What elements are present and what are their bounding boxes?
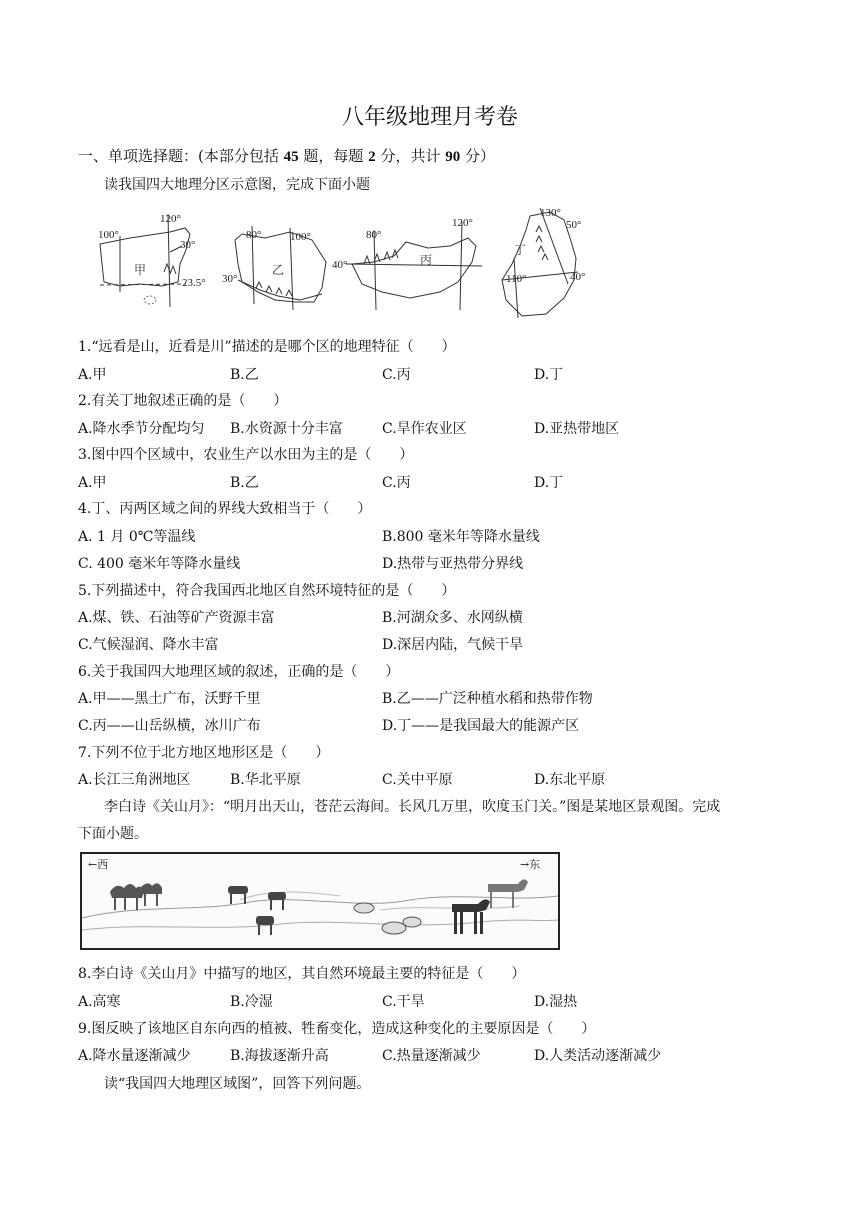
q9-option-a: A.降水量逐渐减少 xyxy=(78,1048,191,1064)
map-bing-label-1: 120° xyxy=(452,217,473,229)
q8-option-d: D.湿热 xyxy=(534,994,578,1010)
q9-option-b: B.海拔逐渐升高 xyxy=(230,1048,329,1064)
map-bing xyxy=(332,217,482,310)
q1-option-a: A.甲 xyxy=(78,367,107,383)
question-8: 8.李白诗《关山月》中描写的地区，其自然环境最主要的特征是（ ） xyxy=(78,966,526,982)
q8-option-b: B.冷湿 xyxy=(230,994,273,1010)
region-maps-figure xyxy=(90,202,600,324)
q9-option-c: C.热量逐渐减少 xyxy=(382,1048,481,1064)
poem-intro-line-2: 下面小题。 xyxy=(78,826,148,842)
map-ding-label-3: 40° xyxy=(570,271,586,283)
q1-option-b: B.乙 xyxy=(230,367,259,383)
q6-option-d: D.丁——是我国最大的能源产区 xyxy=(382,718,580,734)
map-ding xyxy=(502,207,585,318)
section-mid1: 题，每题 xyxy=(298,147,369,165)
page-title: 八年级地理月考卷 xyxy=(341,105,518,130)
map-yi-name: 乙 xyxy=(272,263,285,277)
q4-option-c: C. 400 毫米年等降水量线 xyxy=(78,556,241,572)
q6-option-a: A.甲——黑土广布，沃野千里 xyxy=(78,691,261,707)
map-yi xyxy=(222,226,326,310)
map-jia-label-0: 100° xyxy=(98,229,119,241)
map-yi-label-2: 30° xyxy=(222,273,238,285)
map-yi-label-1: 100° xyxy=(290,231,311,243)
q4-option-b: B.800 毫米年等降水量线 xyxy=(382,529,540,545)
q6-option-b: B.乙——广泛种植水稻和热带作物 xyxy=(382,691,593,707)
map-yi-label-0: 80° xyxy=(246,229,262,241)
q5-option-c: C.气候湿润、降水丰富 xyxy=(78,637,219,653)
q7-option-a: A.长江三角洲地区 xyxy=(78,772,191,788)
map-jia-label-2: 30° xyxy=(180,239,196,251)
q4-option-d: D.热带与亚热带分界线 xyxy=(382,556,524,572)
question-5: 5.下列描述中，符合我国西北地区自然环境特征的是（ ） xyxy=(78,583,456,599)
q1-option-d: D.丁 xyxy=(534,367,564,383)
map-ding-label-0: 130° xyxy=(540,207,561,219)
map-bing-label-0: 80° xyxy=(366,229,382,241)
q7-option-c: C.关中平原 xyxy=(382,772,453,788)
section-heading xyxy=(78,145,495,166)
question-7: 7.下列不位于北方地区地形区是（ ） xyxy=(78,745,330,761)
q2-option-a: A.降水季节分配均匀 xyxy=(78,421,205,437)
map-ding-label-2: 110° xyxy=(506,273,527,285)
q3-option-d: D.丁 xyxy=(534,475,564,491)
total-points: 90 xyxy=(445,149,461,165)
q3-option-b: B.乙 xyxy=(230,475,259,491)
question-4: 4.丁、丙两区域之间的界线大致相当于（ ） xyxy=(78,501,372,517)
q6-option-c: C.丙——山岳纵横，冰川广布 xyxy=(78,718,261,734)
q9-option-d: D.人类活动逐渐减少 xyxy=(534,1048,662,1064)
q3-option-a: A.甲 xyxy=(78,475,107,491)
q5-option-d: D.深居内陆，气候干旱 xyxy=(382,637,524,653)
east-label: →东 xyxy=(520,858,541,871)
map-jia xyxy=(98,213,206,307)
question-6: 6.关于我国四大地理区域的叙述，正确的是（ ） xyxy=(78,664,400,680)
question-count: 45 xyxy=(283,149,299,165)
q5-option-a: A.煤、铁、石油等矿产资源丰富 xyxy=(78,610,275,626)
map-bing-name: 丙 xyxy=(420,253,433,267)
q2-option-b: B.水资源十分丰富 xyxy=(230,421,343,437)
map-jia-name: 甲 xyxy=(134,263,147,277)
q7-option-b: B.华北平原 xyxy=(230,772,301,788)
poem-intro-line-1: 李白诗《关山月》：“明月出天山，苍茫云海间。长风几万里，吹度玉门关。”图是某地区景观图。完成 xyxy=(104,799,721,815)
points-per-question: 2 xyxy=(368,149,376,165)
q5-option-b: B.河湖众多、水网纵横 xyxy=(382,610,523,626)
q8-option-c: C.干旱 xyxy=(382,994,425,1010)
question-9: 9.图反映了该地区自东向西的植被、牲畜变化，造成这种变化的主要原因是（ ） xyxy=(78,1021,596,1037)
map-bing-label-2: 40° xyxy=(332,259,348,271)
map-jia-label-3: 23.5° xyxy=(182,277,206,289)
question-3: 3.图中四个区域中，农业生产以水田为主的是（ ） xyxy=(78,447,414,463)
outro-text: 读“我国四大地理区域图”，回答下列问题。 xyxy=(104,1076,371,1092)
map-jia-label-1: 120° xyxy=(160,213,181,225)
section-mid2: 分，共计 xyxy=(375,147,446,165)
landscape-scene-figure xyxy=(80,852,560,950)
q4-option-a: A. 1 月 0℃等温线 xyxy=(78,529,196,545)
section-prefix: 一、单项选择题：(本部分包括 xyxy=(78,147,284,165)
q7-option-d: D.东北平原 xyxy=(534,772,606,788)
q2-option-c: C.旱作农业区 xyxy=(382,421,467,437)
west-label: ←西 xyxy=(88,858,109,871)
q2-option-d: D.亚热带地区 xyxy=(534,421,620,437)
section-suffix: 分） xyxy=(460,147,495,165)
intro-text: 读我国四大地理分区示意图，完成下面小题 xyxy=(104,177,370,193)
map-ding-name: 丁 xyxy=(514,243,527,257)
q1-option-c: C.丙 xyxy=(382,367,411,383)
q3-option-c: C.丙 xyxy=(382,475,411,491)
map-ding-label-1: 50° xyxy=(566,219,582,231)
question-1: 1.“远看是山，近看是川”描述的是哪个区的地理特征（ ） xyxy=(78,339,456,355)
q8-option-a: A.高寒 xyxy=(78,994,121,1010)
question-2: 2.有关丁地叙述正确的是（ ） xyxy=(78,393,288,409)
